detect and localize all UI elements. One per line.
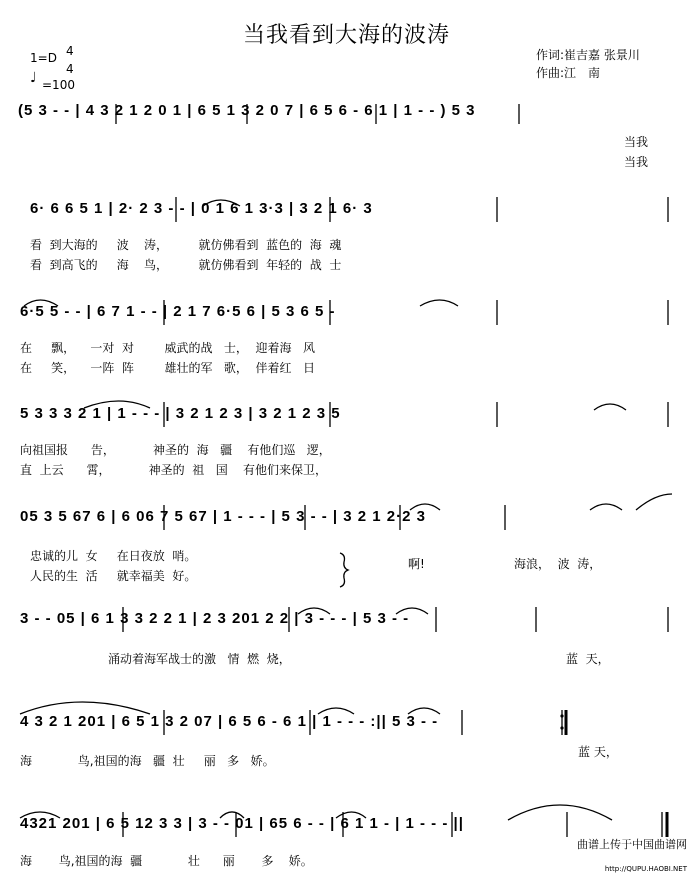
composer-credit: 作曲:江 南 <box>536 66 601 80</box>
lyric-line-7a: 海 鸟,祖国的海 疆 壮 丽 多 娇。 <box>20 754 275 768</box>
lyricist-credit: 作词:崔吉嘉 张景川 <box>536 48 640 62</box>
notation-line-6: 3 - - 05 | 6 1 3 3 2 2 1 | 2 3 201 2 2 | 3 - - - | 5 3 - - <box>20 610 410 627</box>
lyric-line-8a: 海 鸟,祖国的海 疆 壮 丽 多 娇。 <box>20 854 313 868</box>
notation-line-4: 5 3 3 3 2 1 | 1 - - - | 3 2 1 2 3 | 3 2 1 2 3 5 <box>20 405 341 422</box>
tempo-marking: =100 <box>42 78 75 92</box>
lyric-line-5c: 海浪， 波 涛， <box>514 557 602 571</box>
notation-line-7: 4 3 2 1 201 | 6 5 1 3 2 07 | 6 5 6 - 6 1 | 1 - - - :|| 5 3 - - <box>20 713 439 730</box>
lyric-line-4a: 向祖国报 告， 神圣的 海 疆 有他们巡 逻， <box>20 443 331 457</box>
notation-line-1: (5 3 - - | 4 3 2 1 2 0 1 | 6 5 1 3 2 0 7 | 6 5 6 - 6 1 | 1 - - ) 5 3 <box>18 102 476 119</box>
time-signature-bottom: 4 <box>66 62 74 76</box>
time-signature-top: 4 <box>66 44 74 58</box>
lyric-line-5a: 忠诚的儿 女 在日夜放 哨。 <box>30 549 197 563</box>
lyric-line-5b: 人民的生 活 就幸福美 好。 <box>30 569 197 583</box>
lyric-line-2a: 看 到大海的 波 涛， 就仿佛看到 蓝色的 海 魂 <box>30 238 342 252</box>
notation-line-3: 6·5 5 - - | 6 7 1 - - | 2 1 7 6·5 6 | 5 3 6 5 - <box>20 303 336 320</box>
notation-line-5: 05 3 5 67 6 | 6 06 7 5 67 | 1 - - - | 5 3 - - | 3 2 1 2·2 3 <box>20 508 426 525</box>
quarter-note-icon: ♩ <box>30 70 37 86</box>
watermark <box>570 823 687 886</box>
lyric-line-3a: 在 飘， 一对 对 威武的战 士， 迎着海 风 <box>20 341 315 355</box>
lyric-line-6a: 涌动着海军战士的激 情 燃 烧， <box>108 652 291 666</box>
lyric-line-7b: 蓝 天， <box>578 745 618 759</box>
lyric-interjection: 啊! <box>408 557 425 571</box>
lyric-line-4b: 直 上云 霄， 神圣的 祖 国 有他们来保卫， <box>20 463 327 477</box>
notation-line-2: 6· 6 6 5 1 | 2· 2 3 - - | 0 1 6 1 3·3 | 3 2 1 6· 3 <box>30 200 373 217</box>
lyric-line-1a: 当我 <box>624 135 649 149</box>
watermark-site-name: 曲谱上传于中国曲谱网 <box>577 838 687 851</box>
key-signature: 1=D <box>30 51 57 65</box>
notation-line-8: 4321 201 | 6 5 12 3 3 | 3 - - 01 | 65 6 - - | 6 1 1 - | 1 - - - || <box>20 815 464 832</box>
lyric-line-2b: 看 到高飞的 海 鸟， 就仿佛看到 年轻的 战 士 <box>30 258 342 272</box>
lyric-line-6b: 蓝 天， <box>566 652 610 666</box>
song-title: 当我看到大海的波涛 <box>242 23 450 48</box>
watermark-url: http://QUPU.HAOBI.NET <box>604 865 687 873</box>
lyric-line-3b: 在 笑， 一阵 阵 雄壮的军 歌， 伴着红 日 <box>20 361 315 375</box>
lyric-line-1b: 当我 <box>624 155 649 169</box>
